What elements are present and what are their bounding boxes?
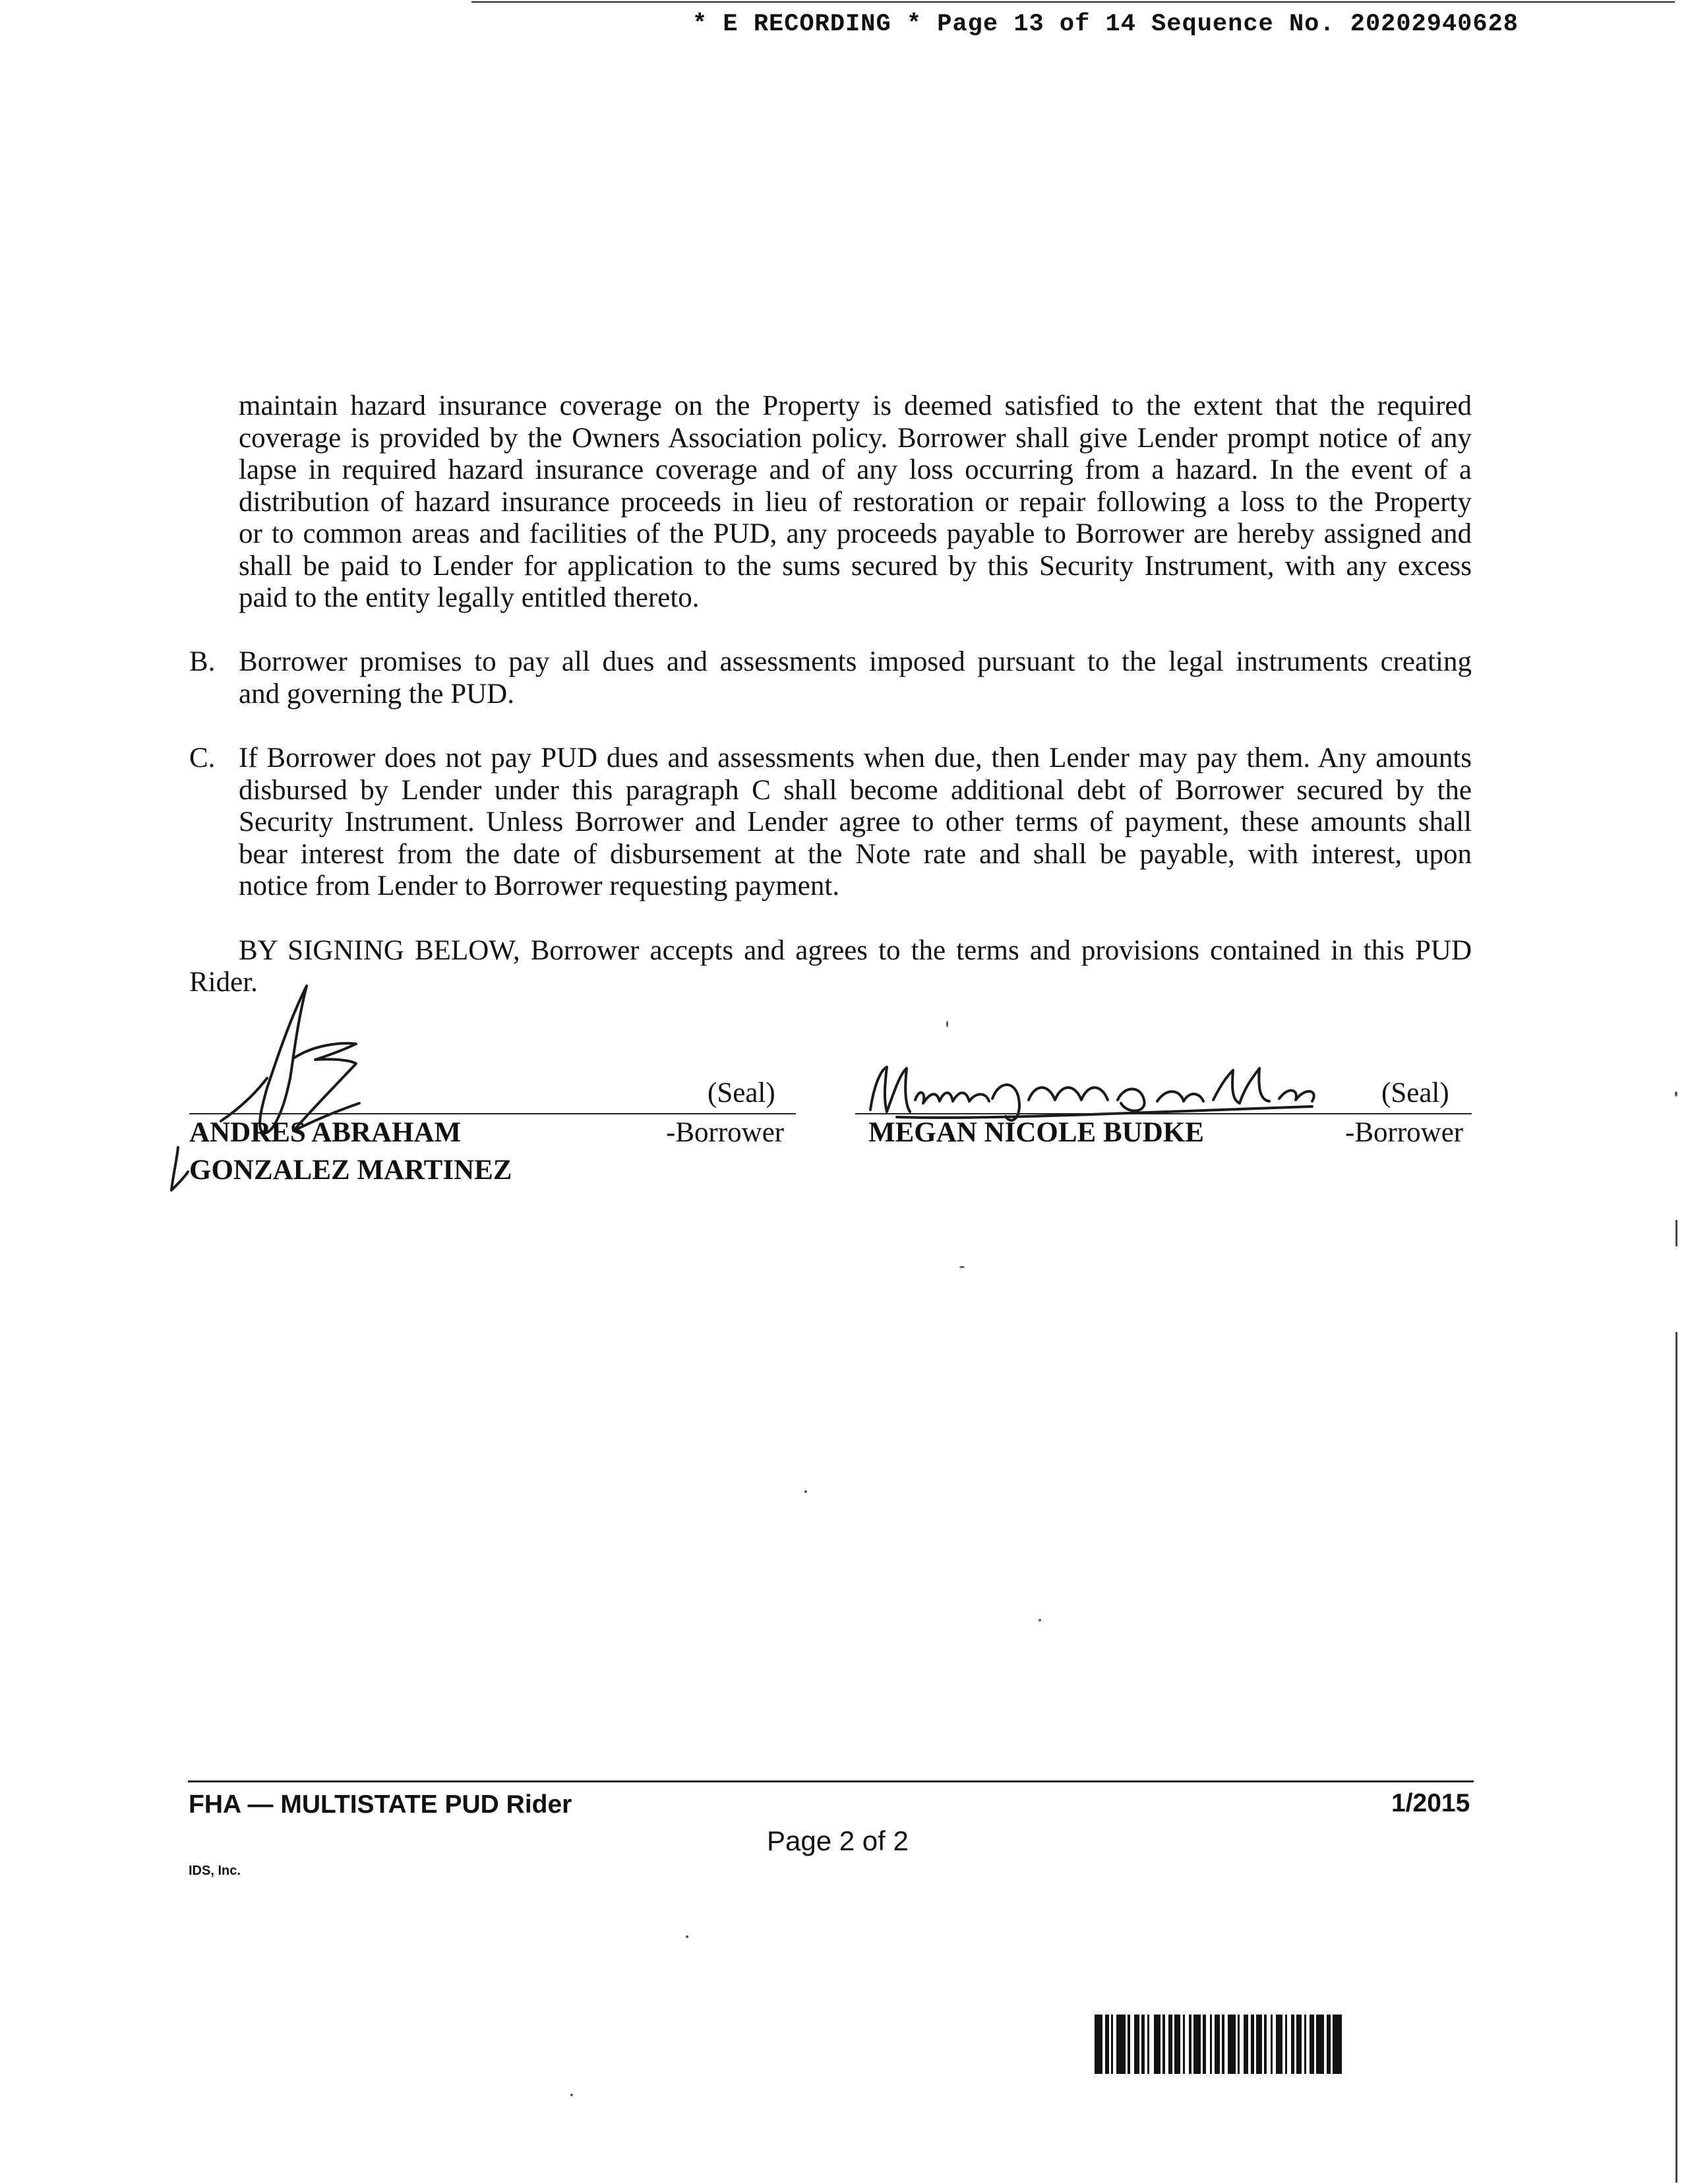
text-line: bear interest from the date of disbursement at the Note rate and shall be payable, with interest, upon <box>239 838 1472 870</box>
paragraph-c-marker: C. <box>189 743 216 774</box>
barcode-bar <box>1111 2015 1113 2074</box>
text-line: Security Instrument. Unless Borrower and Lender agree to other terms of payment, these amounts shall <box>239 806 1472 837</box>
edge-mark <box>1675 1220 1677 1246</box>
text-line: and governing the PUD. <box>239 678 514 710</box>
text-line: If Borrower does not pay PUD dues and assessments when due, then Lender may pay them. Any amounts <box>239 743 1472 774</box>
barcode-bar <box>1291 2015 1294 2074</box>
paragraph-b-marker: B. <box>189 646 216 677</box>
borrower-role-1: -Borrower <box>666 1117 785 1148</box>
scan-speck <box>1039 1619 1041 1622</box>
scan-speck <box>946 1021 948 1027</box>
form-date: 1/2015 <box>1391 1789 1470 1817</box>
barcode-bar <box>1210 2015 1212 2074</box>
text-line: shall be paid to Lender for application to the sums secured by this Security Instrument, with any excess <box>239 550 1472 582</box>
seal-label-1: (Seal) <box>708 1077 775 1108</box>
text-line: distribution of hazard insurance proceeds in lieu of restoration or repair following a loss to the Property <box>239 486 1472 518</box>
barcode-bar <box>1251 2015 1254 2074</box>
barcode-bar <box>1238 2015 1240 2074</box>
barcode-bar <box>1189 2015 1191 2074</box>
barcode-bar <box>1333 2015 1342 2074</box>
form-title: FHA — MULTISTATE PUD Rider <box>189 1790 572 1819</box>
barcode-bar <box>1203 2015 1206 2074</box>
scan-speck <box>686 1935 688 1938</box>
barcode-bar <box>1174 2015 1180 2074</box>
scan-speck <box>959 1266 965 1268</box>
scan-speck <box>804 1490 807 1493</box>
barcode-bar <box>1304 2015 1306 2074</box>
vendor-mark: IDS, Inc. <box>189 1864 241 1878</box>
barcode-bar <box>1128 2015 1130 2074</box>
borrower-name-1-line1: ANDRES ABRAHAM <box>189 1117 462 1148</box>
barcode-bar <box>1264 2015 1267 2074</box>
barcode-bar <box>1105 2015 1109 2074</box>
signature-line-1 <box>189 1113 796 1114</box>
barcode-bar <box>1183 2015 1185 2074</box>
barcode-bar <box>1228 2015 1236 2074</box>
signing-statement <box>239 935 1472 967</box>
barcode-bar <box>1276 2015 1282 2074</box>
text-line: maintain hazard insurance coverage on the Property is deemed satisfied to the extent that the required <box>239 390 1472 421</box>
text-line: coverage is provided by the Owners Association policy. Borrower shall give Lender prompt notice of any <box>239 422 1472 454</box>
barcode <box>1095 2015 1569 2074</box>
borrower-role-2: -Borrower <box>1345 1117 1464 1148</box>
barcode-bar <box>1310 2015 1314 2074</box>
barcode-bar <box>1256 2015 1262 2074</box>
text-line: Borrower promises to pay all dues and assessments imposed pursuant to the legal instruments creating <box>239 646 1472 677</box>
seal-label-2: (Seal) <box>1381 1077 1449 1108</box>
barcode-bar <box>1222 2015 1224 2074</box>
page-number: Page 2 of 2 <box>767 1825 909 1856</box>
barcode-bar <box>1316 2015 1324 2074</box>
barcode-bar <box>1296 2015 1302 2074</box>
footer-rule <box>188 1780 1474 1782</box>
scan-speck <box>1675 1091 1677 1097</box>
borrower-name-2: MEGAN NICOLE BUDKE <box>868 1117 1204 1148</box>
paragraph-c <box>239 743 1472 903</box>
scan-speck <box>570 2094 573 2096</box>
text-line: notice from Lender to Borrower requesting payment. <box>239 870 840 901</box>
text-line: disbursed by Lender under this paragraph C shall become additional debt of Borrower secured by the <box>239 774 1472 806</box>
barcode-bar <box>1193 2015 1201 2074</box>
barcode-bar <box>1141 2015 1145 2074</box>
recording-header: * E RECORDING * Page 13 of 14 Sequence No. 20202940628 <box>692 11 1519 38</box>
barcode-bar <box>1244 2015 1248 2074</box>
barcode-bar <box>1271 2015 1273 2074</box>
text-line: lapse in required hazard insurance coverage and of any loss occurring from a hazard. In the event of a <box>239 454 1472 485</box>
borrower-name-1-line2: GONZALEZ MARTINEZ <box>189 1155 512 1186</box>
barcode-bar <box>1134 2015 1139 2074</box>
signature-line-2 <box>855 1113 1472 1114</box>
paragraph-b <box>239 646 1472 710</box>
top-border-line <box>471 1 1675 3</box>
barcode-bar <box>1147 2015 1149 2074</box>
edge-mark <box>1675 1332 1677 2183</box>
barcode-bar <box>1168 2015 1172 2074</box>
signing-statement-line1: BY SIGNING BELOW, Borrower accepts and agrees to the terms and provisions contained in this PUD <box>239 935 1472 966</box>
barcode-bar <box>1285 2015 1287 2074</box>
text-line: or to common areas and facilities of the PUD, any proceeds payable to Borrower are hereby assigned and <box>239 518 1472 549</box>
barcode-bar <box>1162 2015 1165 2074</box>
barcode-bar <box>1095 2015 1102 2074</box>
barcode-bar <box>1215 2015 1220 2074</box>
barcode-bar <box>1116 2015 1126 2074</box>
text-line: paid to the entity legally entitled thereto. <box>239 582 700 613</box>
barcode-bar <box>1327 2015 1331 2074</box>
signing-statement-line2: Rider. <box>189 967 258 998</box>
paragraph-a-continued <box>239 390 1472 615</box>
barcode-bar <box>1154 2015 1160 2074</box>
